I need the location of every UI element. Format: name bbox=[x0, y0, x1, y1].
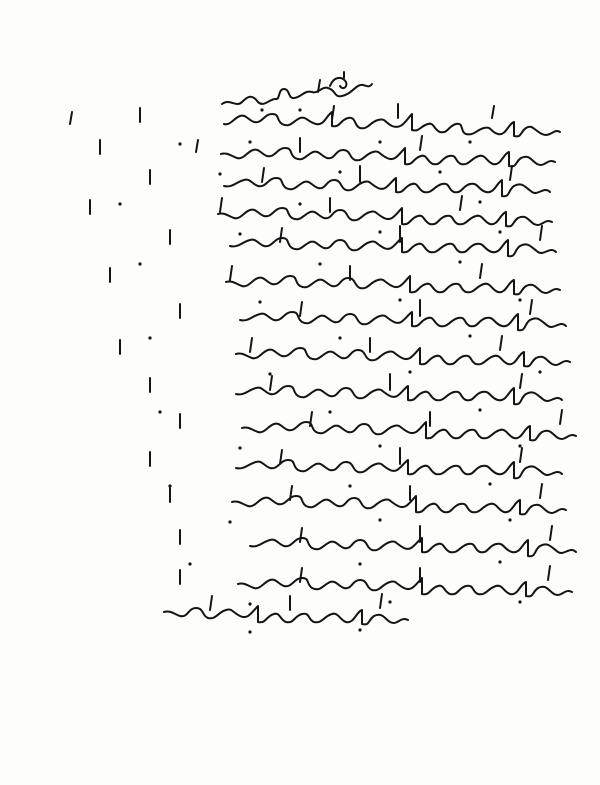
manuscript-line-11 bbox=[180, 410, 576, 450]
manuscript-line-12 bbox=[150, 448, 562, 488]
manuscript-line-7 bbox=[110, 264, 560, 304]
manuscript-line-9 bbox=[120, 336, 570, 376]
manuscript-line-13 bbox=[170, 484, 566, 524]
manuscript-line-15 bbox=[180, 566, 572, 606]
manuscript-line-16 bbox=[164, 594, 408, 634]
manuscript-line-10 bbox=[150, 374, 562, 414]
manuscript-line-1 bbox=[222, 72, 372, 112]
manuscript-line-8 bbox=[148, 300, 566, 340]
manuscript-line-3 bbox=[100, 136, 555, 176]
manuscript-line-4 bbox=[118, 166, 550, 206]
manuscript-line-2 bbox=[70, 104, 560, 146]
manuscript-line-5 bbox=[90, 196, 552, 236]
manuscript-line-14 bbox=[180, 526, 576, 566]
manuscript-line-6 bbox=[138, 226, 556, 266]
